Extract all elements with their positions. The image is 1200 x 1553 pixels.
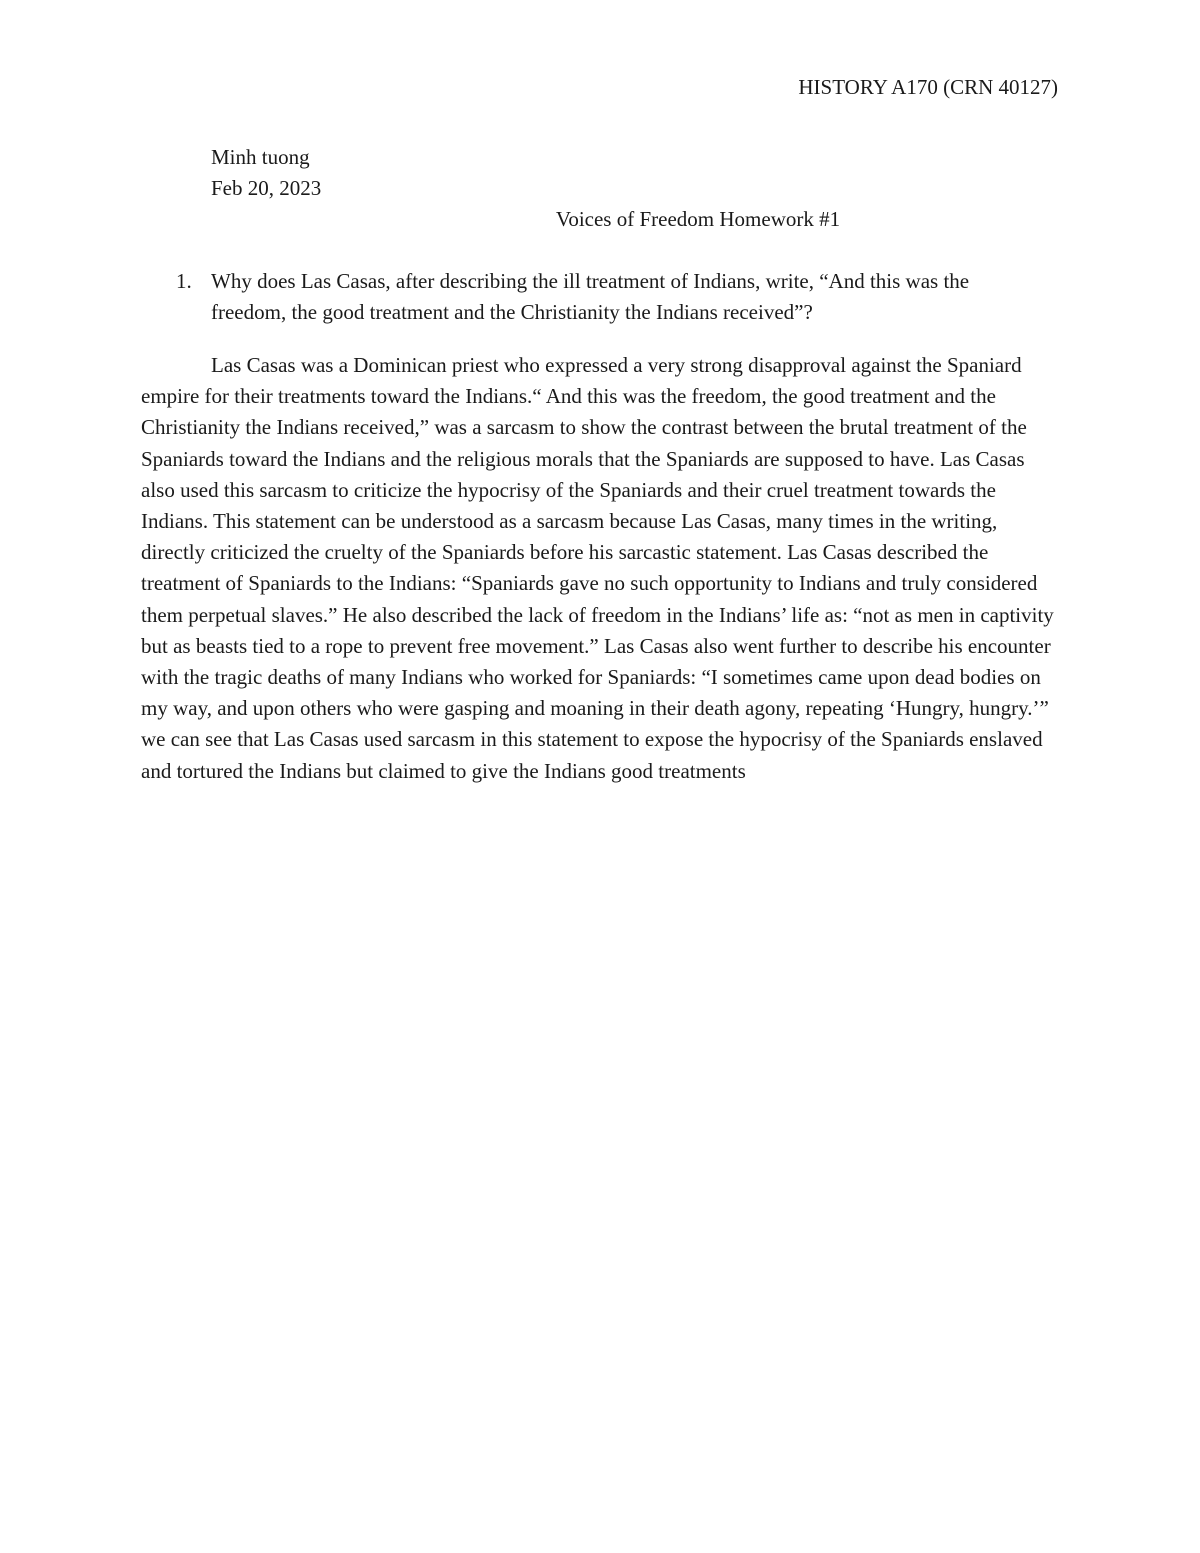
author-name: Minh tuong (211, 145, 310, 169)
document-title-row (0, 204, 1200, 235)
answer-paragraph: Las Casas was a Dominican priest who expressed a very strong disapproval against the Spaniard empire for their treatments toward the Indians.“ And this was the freedom, the good treatment and the Christianity the Indians received,” was a sarcasm to show the contrast between the brutal treatment of the Spaniards toward the Indians and the religious morals that the Spaniards are supposed to have. Las Casas also used this sarcasm to criticize the hypocrisy of the Spaniards and their cruel treatment towards the Indians. This statement can be understood as a sarcasm because Las Casas, many times in the writing, directly criticized the cruelty of the Spaniards before his sarcastic statement. Las Casas described the treatment of Spaniards to the Indians: “Spaniards gave no such opportunity to Indians and truly considered them perpetual slaves.” He also described the lack of freedom in the Indians’ life as: “not as men in captivity but as beasts tied to a rope to prevent free movement.” Las Casas also went further to describe his encounter with the tragic deaths of many Indians who worked for Spaniards: “I sometimes came upon dead bodies on my way, and upon others who were gasping and moaning in their death agony, repeating ‘Hungry, hungry.’” we can see that Las Casas used sarcasm in this statement to expose the hypocrisy of the Spaniards enslaved and tortured the Indians but claimed to give the Indians good treatments (141, 353, 1054, 783)
question-text: Why does Las Casas, after describing the ill treatment of Indians, write, “And this was the freedom, the good treatment and the Christianity the Indians received”? (211, 269, 970, 324)
question-number: 1. (176, 269, 192, 293)
author-block (211, 142, 321, 204)
question-item (176, 266, 1046, 328)
submission-date: Feb 20, 2023 (211, 176, 322, 200)
course-header: HISTORY A170 (CRN 40127) (798, 75, 1058, 99)
document-title: Voices of Freedom Homework #1 (555, 207, 841, 231)
